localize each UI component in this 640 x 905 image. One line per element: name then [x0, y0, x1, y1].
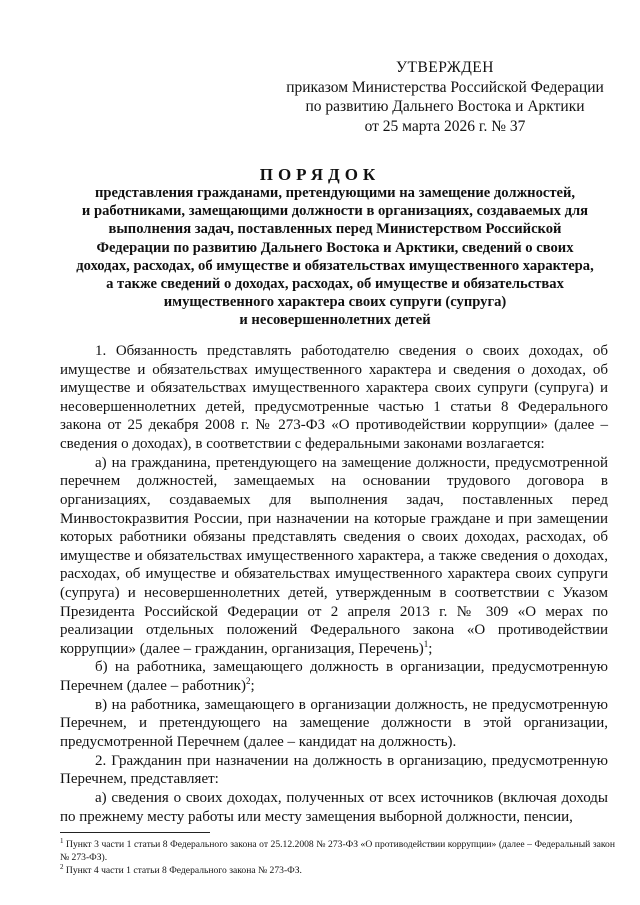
- paragraph-2: 2. Гражданин при назначении на должность в организацию, предусмотренную Перечнем, представляет:: [60, 752, 608, 788]
- subtitle-line: имущественного характера своих супруги (супруга): [163, 294, 507, 311]
- paragraph-1b: [60, 658, 608, 695]
- paragraph-1v: в) на работника, замещающего в организации должность, не предусмотренную Перечнем, и претендующего на замещение должности в этой организации, предусмотренной Перечнем (далее – кандидат на должность).: [60, 696, 608, 751]
- footnote-1: [60, 838, 615, 864]
- subtitle-line: и работниками, замещающими должности в организациях, создаваемых для: [81, 203, 589, 220]
- subtitle-line: представления гражданами, претендующими на замещение должностей,: [94, 185, 576, 201]
- approval-ministry-line: по развитию Дальнего Востока и Арктики: [305, 98, 585, 115]
- approved-label: УТВЕРЖДЕН: [396, 59, 494, 76]
- paragraph-1a: [60, 454, 608, 659]
- subtitle-line: доходах, расходах, об имуществе и обязательствах имущественного характера,: [76, 257, 594, 274]
- footnote-ref-2: 2: [245, 676, 251, 687]
- subtitle-line: а также сведений о доходах, расходах, об имуществе и обязательствах: [106, 276, 564, 293]
- approval-stamp: [270, 58, 620, 136]
- paragraph-1a-end: ;: [428, 640, 433, 657]
- subtitle-line: выполнения задач, поставленных перед Министерством Российской: [108, 221, 562, 238]
- footnote-ref-1: 1: [423, 638, 429, 649]
- footnotes: [60, 838, 615, 877]
- footnote-1-text: Пункт 3 части 1 статьи 8 Федерального закона от 25.12.2008 № 273-ФЗ «О противодействии коррупции» (далее – Федеральный закон № 273-ФЗ).: [60, 839, 615, 863]
- subtitle-line: Федерации по развитию Дальнего Востока и Арктики, сведений о своих: [96, 239, 574, 256]
- footnote-2-text: Пункт 4 части 1 статьи 8 Федерального закона № 273-ФЗ.: [63, 865, 302, 876]
- document-subtitle: [55, 184, 615, 330]
- footnote-2-mark: 2: [60, 862, 64, 871]
- footnote-1-mark: 1: [60, 836, 64, 845]
- paragraph-2a: а) сведения о своих доходах, полученных от всех источников (включая доходы по прежнему месту работы или месту замещения выборной должности, пенсии,: [60, 790, 608, 825]
- footnote-2: [60, 864, 615, 877]
- paragraph-1b-text: б) на работника, замещающего должность в организации, предусмотренную Перечнем (далее – работник): [60, 659, 608, 695]
- paragraph-1a-text: а) на гражданина, претендующего на замещение должности, предусмотренной перечнем должностей, замещаемых на основании трудового договора в организациях, создаваемых для выполнения задач, поставленных перед Минвостокразвития России, при назначении на которые граждане и при замещении которых работники обязаны представлять сведения о своих доходах, расходах, об имуществе и обязательствах имущественного характера, а также сведения о доходах, расходах, об имуществе и обязательствах имущественного характера своих супруги (супруга) и несовершеннолетних детей, утвержденным в соответствии с Указом Президента Российской Федерации от 2 апреля 2013 г. № 309 «О мерах по реализации отдельных положений Федерального закона «О противодействии коррупции» (далее – гражданин, организация, Перечень): [60, 454, 608, 657]
- paragraph-1: 1. Обязанность представлять работодателю сведения о своих доходах, об имуществе и обязательствах имущественного характера и сведения о доходах, об имуществе и обязательствах имущественного характера своих супруги (супруга) и несовершеннолетних детей, предусмотренные частью 1 статьи 8 Федерального закона от 25 декабря 2008 г. № 273-ФЗ «О противодействии коррупции» (далее – сведения о доходах), в соответствии с федеральными законами возлагается:: [60, 343, 608, 452]
- footnote-separator: [60, 832, 210, 833]
- paragraph-1b-end: ;: [250, 678, 255, 695]
- approval-order-line: приказом Министерства Российской Федерации: [286, 78, 604, 96]
- subtitle-line: и несовершеннолетних детей: [239, 312, 431, 329]
- document-body: [60, 342, 608, 826]
- document-title: ПОРЯДОК: [259, 165, 381, 184]
- approval-date-line: от 25 марта 2026 г. № 37: [364, 117, 526, 135]
